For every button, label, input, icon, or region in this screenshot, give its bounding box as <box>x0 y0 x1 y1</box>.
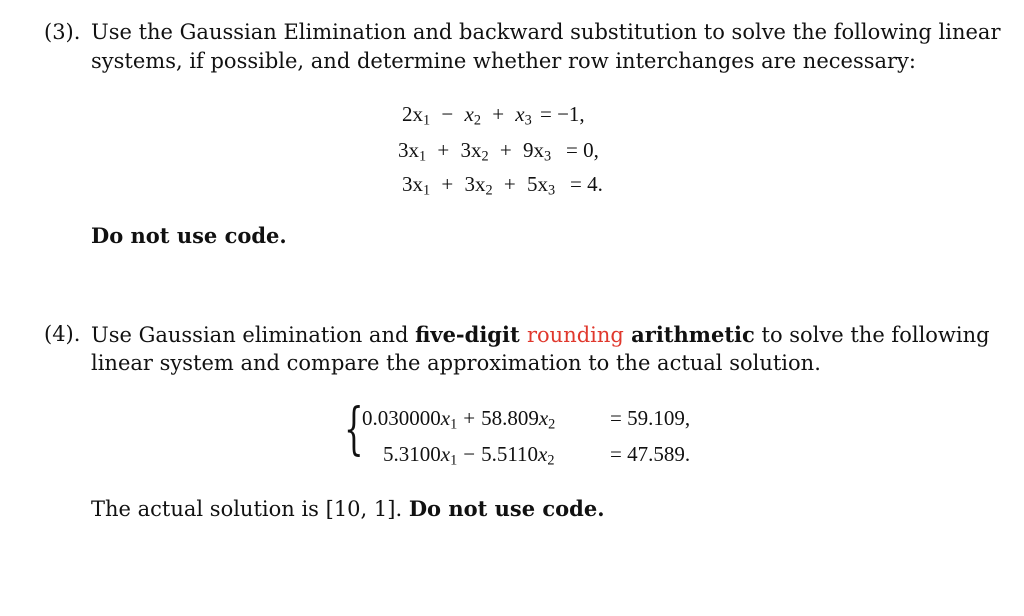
problem-4-number: (4). <box>44 322 81 346</box>
problem-4-equation-1: $0.030000x_1 + 58.809x_2$ <box>362 406 556 433</box>
problem-4-solution-line <box>91 496 605 521</box>
problem-3-equation-3-rhs: = 4. <box>570 172 603 196</box>
problem-4-note: Do not use code. <box>408 496 605 521</box>
coef-2x: $2x_1$ <box>402 102 431 129</box>
problem-4-line-2: linear system and compare the approximation to the actual solution. <box>91 351 821 375</box>
actual-solution-text: The actual solution is [10, 1]. <box>91 497 403 521</box>
problem-3-equation-1-rhs: = −1, <box>540 102 585 126</box>
problem-3-equation-3: $3x_1 + 3x_2 + 5x_3$ <box>402 172 556 199</box>
problem-3-equation-2-rhs: = 0, <box>566 138 599 162</box>
rounding-highlight: rounding <box>526 323 624 347</box>
problem-3-number: (3). <box>44 20 81 44</box>
problem-4-equation-2-rhs: = 47.589. <box>610 442 691 466</box>
left-brace: { <box>344 397 364 462</box>
problem-3-equation-1: $2x_1 - x_2 + x_3$ <box>402 102 532 129</box>
problem-3-equation-2: $3x_1 + 3x_2 + 9x_3$ <box>398 138 552 165</box>
problem-3-note: Do not use code. <box>91 223 287 248</box>
problem-4-equation-1-rhs: = 59.109, <box>610 406 691 430</box>
problem-4-line-1: Use Gaussian elimination and five-digit rounding arithmetic to solve the following <box>91 322 990 347</box>
problem-4-equation-2: $5.3100x_1 - 5.5110x_2$ <box>383 442 555 469</box>
problem-3-line-1: Use the Gaussian Elimination and backward substitution to solve the following linear <box>91 20 1001 44</box>
problem-3-line-2: systems, if possible, and determine whether row interchanges are necessary: <box>91 49 916 73</box>
